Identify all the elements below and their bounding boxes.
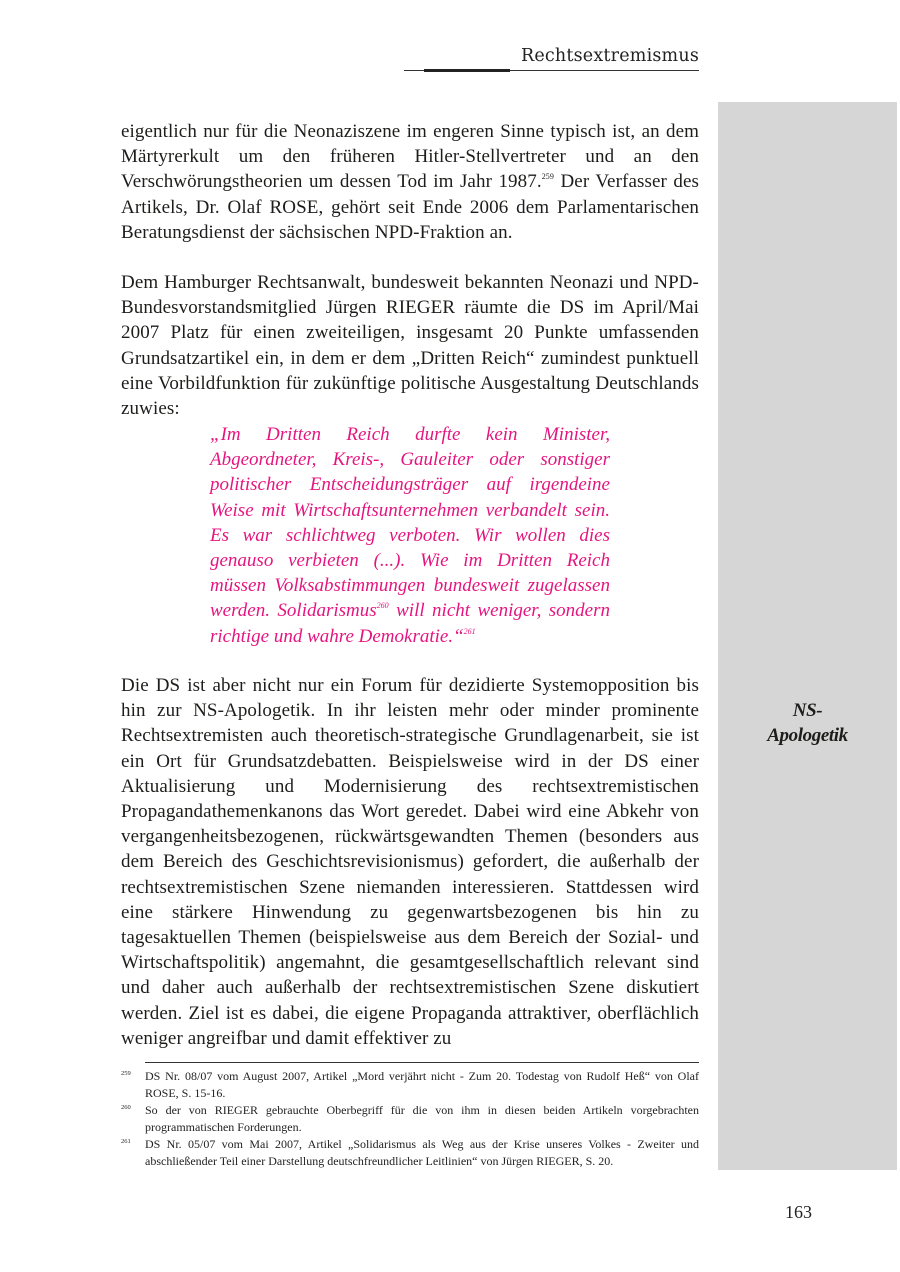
quote-text-a: „Im Dritten Reich durfte kein Minister, Abgeordneter, Kreis-, Gauleiter oder sonstiger politischer Entscheidungsträger auf irgendeine Weise mit Wirtschaftsunternehmen verbandelt sein. Es war schlichtweg verboten. Wir wollen dies genauso verbieten (...). Wie im Dritten Reich müssen Volksabstimmungen bundesweit zugelassen werden. Solidarismus xyxy=(210,424,610,622)
paragraph-2: Dem Hamburger Rechtsanwalt, bundesweit bekannten Neonazi und NPD-Bundesvorstandsmitglied Jürgen RIEGER räumte die DS im April/Mai 2007 Platz für einen zweiteiligen, insgesamt 20 Punkte umfassenden Grundsatzartikel ein, in dem er dem „Dritten Reich“ zumindest punktuell eine Vorbildfunktion für zukünftige politische Ausgestaltung Deutschlands zuwies: xyxy=(121,272,699,420)
margin-panel xyxy=(718,102,897,1170)
footnote-260 xyxy=(121,1102,699,1136)
footnote-ref-261[interactable]: 261 xyxy=(463,626,476,636)
quote-text-b: will nicht weniger, sondern richtige und wahre Demokratie.“ xyxy=(210,600,611,647)
running-title: Rechtsextremismus xyxy=(520,46,699,66)
paragraph-1-text-b: Der Verfasser des Artikels, Dr. Olaf ROSE, gehört seit Ende 2006 dem Parlamentarischen Beratungsdienst der sächsischen NPD-Fraktion an. xyxy=(121,171,699,243)
margin-note-line-2: Apologetik xyxy=(767,725,848,746)
footnote-text: DS Nr. 05/07 vom Mai 2007, Artikel „Solidarismus als Weg aus der Krise unseres Volkes - Zweiter und abschließender Teil einer Darstellung deutschfreundlicher Leitlinien“ von Jürgen RIEGER, S. 20. xyxy=(145,1137,699,1168)
margin-note-line-1: NS- xyxy=(792,700,823,721)
margin-note xyxy=(718,698,897,748)
header-rule-accent xyxy=(424,69,510,72)
footnotes xyxy=(121,1068,699,1170)
footnote-number: 261 xyxy=(121,1138,131,1145)
footnote-rule xyxy=(145,1062,699,1063)
paragraph-1-text-a: eigentlich nur für die Neonaziszene im engeren Sinne typisch ist, an dem Märtyrerkult um den früheren Hitler-Stellvertreter und an den Verschwörungstheorien um dessen Tod im Jahr 1987. xyxy=(121,121,699,193)
footnote-text: DS Nr. 08/07 vom August 2007, Artikel „Mord verjährt nicht - Zum 20. Todestag von Rudolf Heß“ von Olaf ROSE, S. 15-16. xyxy=(145,1069,699,1100)
footnote-261 xyxy=(121,1136,699,1170)
block-quote xyxy=(210,422,610,649)
footnote-ref-260[interactable]: 260 xyxy=(376,601,389,611)
paragraph-1 xyxy=(121,119,699,245)
footnote-text: So der von RIEGER gebrauchte Oberbegriff für die von ihm in diesen beiden Artikeln vorgebrachten programmatischen Forderungen. xyxy=(145,1103,699,1134)
footnote-ref-259[interactable]: 259 xyxy=(541,172,555,182)
footnote-number: 260 xyxy=(121,1104,131,1111)
footnote-259 xyxy=(121,1068,699,1102)
page-number: 163 xyxy=(785,1202,812,1222)
footnote-number: 259 xyxy=(121,1070,131,1077)
paragraph-3: Die DS ist aber nicht nur ein Forum für dezidierte Systemopposition bis hin zur NS-Apologetik. In ihr leisten mehr oder minder prominente Rechtsextremisten auch theoretisch-strategische Grundlagenarbeit, sie ist ein Ort für Grundsatzdebatten. Beispielsweise wird in der DS einer Aktualisierung und Modernisierung des rechtsextremistischen Propagandathemenkanons das Wort geredet. Dabei wird eine Abkehr von vergangenheitsbezogenen, rückwärtsgewandten Themen (besonders aus dem Bereich des Geschichtsrevisionismus) gefordert, die außerhalb der rechtsextremistischen Szene niemanden interessieren. Stattdessen wird eine stärkere Hinwendung zu gegenwartsbezogenen bis hin zu tagesaktuellen Themen (beispielsweise aus dem Bereich der Sozial- und Wirtschaftspolitik) angemahnt, die gesamtgesellschaftlich relevant sind und daher auch außerhalb der rechtsextremistischen Szene diskutiert werden. Ziel ist es dabei, die eigene Propaganda attraktiver, oberflächlich weniger angreifbar und damit effektiver zu xyxy=(121,675,699,1049)
